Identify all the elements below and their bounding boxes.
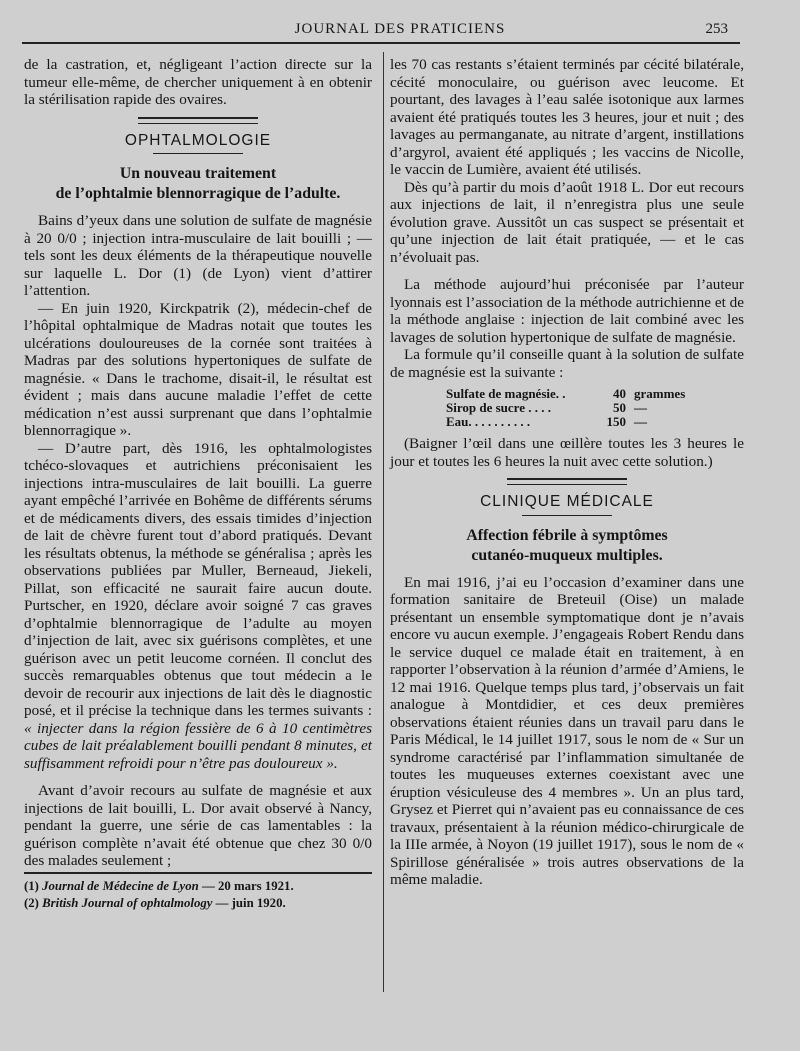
section-underline <box>153 153 243 154</box>
footnote-source: Journal de Médecine de Lyon <box>42 878 199 893</box>
paragraph: La formule qu’il conseille quant à la solution de sulfate de magnésie est la suivante : <box>390 346 744 381</box>
ingredient-qty: 150 <box>606 414 626 429</box>
article-title-line-2: de l’ophtalmie blennorragique de l’adulte. <box>55 185 341 202</box>
spacer <box>24 772 372 782</box>
article-title-line-1: Un nouveau traitement <box>119 165 277 182</box>
ingredient-name: Sulfate de magnésie. . <box>446 386 566 401</box>
footnote-date: — juin 1920. <box>215 895 286 910</box>
paragraph: Avant d’avoir recours au sulfate de magnésie et aux injections de lait bouilli, L. Dor avait observé à Nancy, pendant la guerre, une série de cas lamentables : la guérison complète n’avait été obtenue que chez 30 0/0 des malades seulement ; <box>24 782 372 869</box>
ingredient-unit: grammes <box>634 386 686 401</box>
paragraph-text: — D’autre part, dès 1916, les ophtalmologistes tchéco-slovaques et autrichiens préconisaient les injections intra-musculaires de lait bouilli. La guerre ayant empêché l’arrivée en Bohême de différents sérums et de médicaments divers, des essais timides d’injection de lait de chèvre furent tout d’abord pratiqués. Devant les résultats obtenus, la méthode se généralisa ; après les observations publiées par Muller, Berneaud, Jiekeli, Pillat, son efficacité ne saurait faire aucun doute. Purtscher, en 1920, déclare avoir soigné 7 cas graves d’ophtalmie blennorragique de l’adulte au moyen d’injection de lait, avec six guérisons complètes, et une guérison avec un petit leucome cornéen. Il conclut des succès remarquables obtenus que tout médecin a le devoir de recourir aux injections de lait dès le diagnostic posé, et il précise la technique dans les termes suivants : <box>24 439 372 719</box>
section-rule <box>507 478 627 485</box>
running-head <box>0 14 800 44</box>
formula-row <box>446 401 744 415</box>
left-column <box>24 56 372 912</box>
ingredient-name: Sirop de sucre . . . . <box>446 400 551 415</box>
journal-title: JOURNAL DES PRATICIENS <box>294 21 506 37</box>
footnote-source: British Journal of ophtalmology <box>42 895 213 910</box>
ingredient-qty: 50 <box>613 400 626 415</box>
footnote-1 <box>24 878 372 895</box>
right-column <box>390 56 744 889</box>
column-divider <box>383 52 384 992</box>
ingredient-name: Eau. . . . . . . . . . <box>446 414 531 429</box>
section-heading-ophtalmologie: OPHTALMOLOGIE <box>124 131 272 149</box>
spacer <box>390 266 744 276</box>
quoted-technique: « injecter dans la région fessière de 6 à 10 centimètres cubes de lait préalablement bouilli pendant 8 minutes, et suffisamment refroidi pour n’être pas douloureux ». <box>24 719 372 772</box>
article-title-line-2: cutanéo-muqueux multiples. <box>471 546 663 564</box>
article-title-line-1: Affection fébrile à symptômes <box>466 526 668 544</box>
section-rule <box>138 117 258 124</box>
paragraph: Bains d’yeux dans une solution de sulfate de magnésie à 20 0/0 ; injection intra-musculaire de lait bouilli ; — tels sont les deux éléments de la thérapeutique nouvelle sur laquelle L. Dor (1) (de Lyon) vient d’attirer l’attention. <box>24 212 372 299</box>
paragraph: — En juin 1920, Kirckpatrik (2), médecin-chef de l’hôpital ophtalmique de Madras notait que toutes les ulcérations douloureuses de la cornée sont traitées à Madras par des solutions hypertoniques de sulfate de magnésie. « Dans le trachome, disait-il, le résultat est évident ; mais dans aucune maladie l’effet de cette médication n’est aussi surprenant que dans l’ophtalmie blennorragique ». <box>24 299 372 439</box>
footnote-rule <box>24 872 372 874</box>
paragraph: En mai 1916, j’ai eu l’occasion d’examiner dans une formation sanitaire de Breteuil (Oise) un malade présentant un ensemble symptomatique dont je n’avais encore vu aucun exemple. J’engageais Robert Rendu dans le service duquel ce malade était en traitement, à en rapporter l’observation à la réunion d’armée d’Amiens, le 12 mai 1916. Quelque temps plus tard, j’observais un fait analogue à Montdidier, et ces deux premières observations étaient réunies dans un travail paru dans le Paris Médical, le 14 juillet 1917, sous le nom de « Sur un syndrome caractérisé par l’inflammation simultanée de toutes les muqueuses externes coexistant avec une éruption vésiculeuse des 4 membres ». Un an plus tard, Grysez et Pierret qui n’avaient pas eu connaissance de ces travaux, présentaient à la réunion médico-chirurgicale de la IIIe armée, à Noyon (19 juillet 1917), sous le nom de « Spirillose généralisée » trois autres observations de la même maladie. <box>390 573 744 888</box>
ingredient-unit: — <box>634 414 647 429</box>
footnote-2 <box>24 895 372 912</box>
intro-paragraph: de la castration, et, négligeant l’action directe sur la tumeur elle-même, de chercher uniquement à en obtenir la stérilisation rapide des ovaires. <box>24 56 372 108</box>
formula-row <box>446 387 744 401</box>
formula-table <box>446 387 744 429</box>
article-title <box>24 164 372 204</box>
section-heading-clinique: CLINIQUE MÉDICALE <box>480 493 654 510</box>
footnote-date: — 20 mars 1921. <box>201 878 294 893</box>
formula-row <box>446 415 744 429</box>
ingredient-qty: 40 <box>613 386 626 401</box>
section-underline <box>522 515 612 516</box>
paragraph: les 70 cas restants s’étaient terminés par cécité bilatérale, cécité monoculaire, ou guérison avec leucome. Et pourtant, des lavages à l’eau salée isotonique aux larmes avaient été pratiqués toutes les 3 heures, jour et nuit ; des lavages au permanganate, au nitrate d’argent, instillations d’argyrol, avaient été appliqués ; les vaccins de Nicolle, le vaccin de Lumière, avaient été utilisés. <box>390 56 744 178</box>
paragraph: Dès qu’à partir du mois d’août 1918 L. Dor eut recours aux injections de lait, il n’enregistra plus une seule évolution grave. Aussitôt un cas suspect se présentait et qu’une injection de lait était pratiquée, — et le cas n’évoluait pas. <box>390 178 744 266</box>
article-title <box>390 526 744 566</box>
page-number: 253 <box>705 21 728 37</box>
paragraph <box>24 440 372 773</box>
header-rule <box>22 42 740 44</box>
footnote-number: (2) <box>24 895 39 910</box>
ingredient-unit: — <box>634 400 647 415</box>
footnote-number: (1) <box>24 878 39 893</box>
paragraph: (Baigner l’œil dans une œillère toutes les 3 heures le jour et toutes les 6 heures la nuit avec cette solution.) <box>390 435 744 470</box>
paragraph: La méthode aujourd’hui préconisée par l’auteur lyonnais est l’association de la méthode autrichienne et de la méthode anglaise : injection de lait combiné avec les lavages de solution hypertonique de sulfate de magnésie. <box>390 276 744 346</box>
